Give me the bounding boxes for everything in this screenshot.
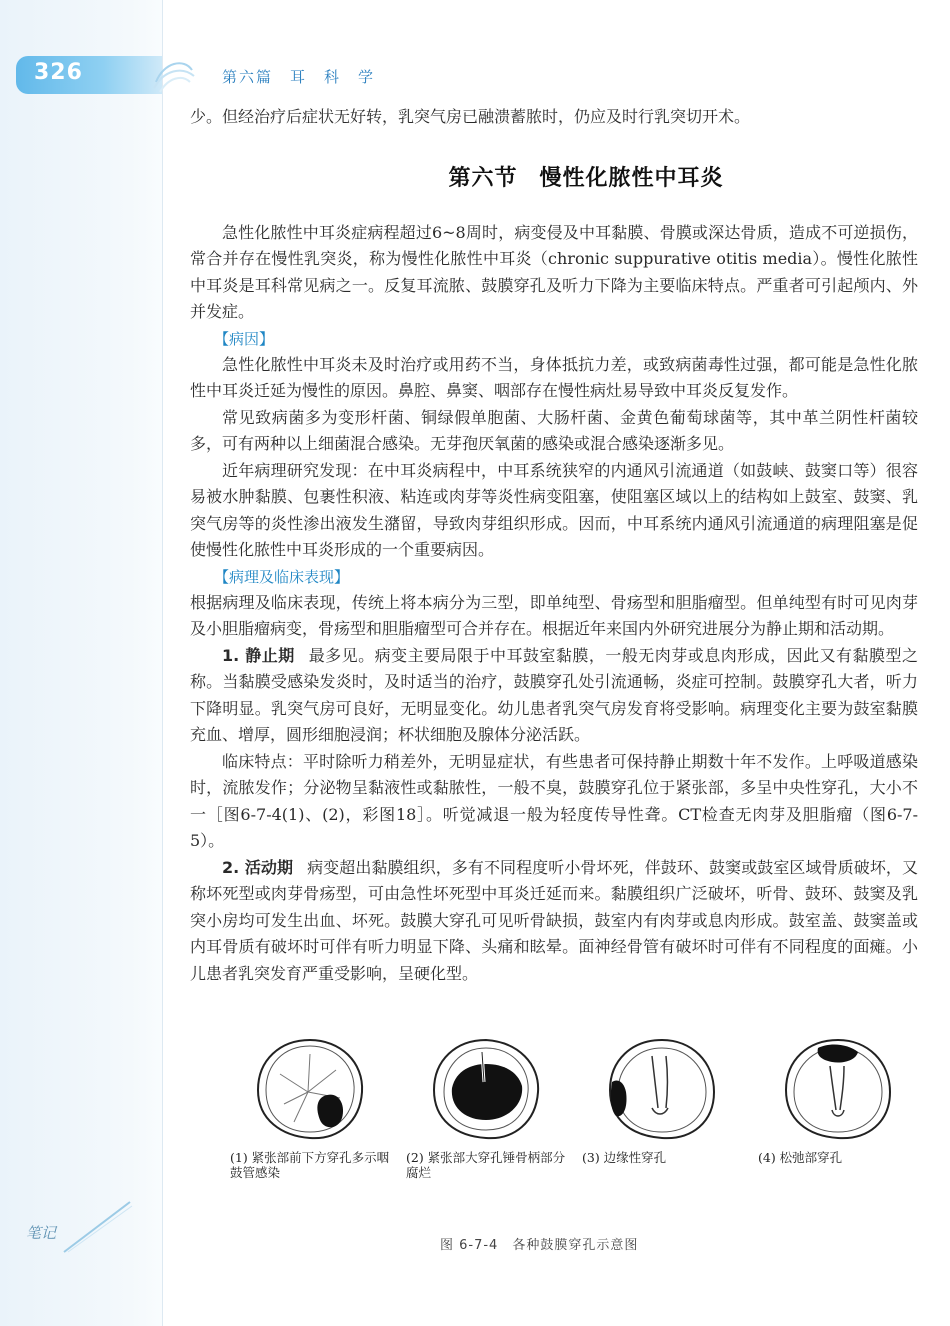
figure-label-4: (4) 松弛部穿孔 [758, 1150, 843, 1165]
eardrum-diagram-4 [778, 1034, 898, 1144]
figure-panel-1 [230, 1034, 390, 1180]
etiology-heading: 【病因】 [214, 329, 275, 348]
figure-caption: 图 6-7-4 各种鼓膜穿孔示意图 [440, 1238, 639, 1253]
eardrum-diagram-1 [250, 1034, 370, 1144]
stage1-lead: 1. 静止期 [222, 645, 295, 665]
etiology-paragraph-1: 急性化脓性中耳炎未及时治疗或用药不当，身体抵抗力差，或致病菌毒性过强，都可能是急性化脓性中耳炎迁延为慢性的原因。鼻腔、鼻窦、咽部存在慢性病灶易导致中耳炎反复发作。 [190, 354, 918, 400]
etiology-paragraph-3: 近年病理研究发现：在中耳炎病程中，中耳系统狭窄的内通风引流通道（如鼓峡、鼓窦口等）很容易被水肿黏膜、包裹性积液、粘连或肉芽等炎性病变阻塞，使阻塞区域以上的结构如上鼓室、鼓窦、乳突气房等的炎性渗出液发生潴留，导致肉芽组织形成。因而，中耳系统内通风引流通道的病理阻塞是促使慢性化脓性中耳炎形成的一个重要病因。 [190, 460, 918, 559]
main-text [190, 104, 918, 987]
swirl-ornament-icon [150, 52, 198, 96]
notes-label: 笔记 [26, 1224, 57, 1242]
stage2-paragraph [190, 855, 918, 988]
section-number: 第六节 [448, 165, 518, 191]
etiology-paragraph-2: 常见致病菌多为变形杆菌、铜绿假单胞菌、大肠杆菌、金黄色葡萄球菌等，其中革兰阴性杆菌较多，可有两种以上细菌混合感染。无芽孢厌氧菌的感染或混合感染逐渐多见。 [190, 407, 918, 453]
stage2-text: 病变超出黏膜组织，多有不同程度听小骨坏死，伴鼓环、鼓窦或鼓室区域骨质破坏，又称坏死型或肉芽骨疡型，可由急性坏死型中耳炎迁延而来。黏膜组织广泛破坏，听骨、鼓环、鼓窦及乳突小房均可发生出血、坏死。鼓膜大穿孔可见听骨缺损，鼓室内有肉芽或息肉形成。鼓室盖、鼓窦盖或内耳骨质有破坏时可伴有听力明显下降、头痛和眩晕。面神经骨管有破坏时可伴有不同程度的面瘫。小儿患者乳突发育严重受影响，呈硬化型。 [190, 857, 918, 983]
figure-label-2: (2) 紧张部大穿孔锤骨柄部分腐烂 [406, 1150, 566, 1180]
margin-band [0, 0, 163, 1326]
stage2-lead: 2. 活动期 [222, 857, 294, 877]
figure-label-3: (3) 边缘性穿孔 [582, 1150, 667, 1165]
running-head: 第六篇 耳 科 学 [222, 68, 376, 86]
figure-panel-3 [582, 1034, 742, 1165]
carryover-paragraph: 少。但经治疗后症状无好转，乳突气房已融溃蓄脓时，仍应及时行乳突切开术。 [190, 107, 751, 126]
stage1-paragraph [190, 643, 918, 749]
figure-panel-4 [758, 1034, 918, 1165]
intro-paragraph: 急性化脓性中耳炎症病程超过6~8周时，病变侵及中耳黏膜、骨膜或深达骨质，造成不可逆损伤，常合并存在慢性乳突炎，称为慢性化脓性中耳炎（chronic suppurative otitis media）。慢性化脓性中耳炎是耳科常见病之一。反复耳流脓、鼓膜穿孔及听力下降为主要临床特点。严重者可引起颅内、外并发症。 [190, 222, 918, 321]
figure-label-1: (1) 紧张部前下方穿孔多示咽鼓管感染 [230, 1150, 390, 1180]
pen-icon [60, 1196, 140, 1256]
stage1-clinical: 临床特点：平时除听力稍差外，无明显症状，有些患者可保持静止期数十年不发作。上呼吸道感染时，流脓发作；分泌物呈黏液性或黏脓性，一般不臭，鼓膜穿孔位于紧张部，多呈中央性穿孔，大小不一［图6-7-4(1)、(2)，彩图18］。听觉减退一般为轻度传导性聋。CT检查无肉芽及胆脂瘤（图6-7-5）。 [190, 751, 918, 850]
page-number: 326 [34, 60, 83, 85]
eardrum-diagram-3 [602, 1034, 722, 1144]
eardrum-diagram-2 [426, 1034, 546, 1144]
stage1-text: 最多见。病变主要局限于中耳鼓室黏膜，一般无肉芽或息肉形成，因此又有黏膜型之称。当黏膜受感染发炎时，及时适当的治疗，鼓膜穿孔处引流通畅，炎症可控制。鼓膜穿孔大者，听力下降明显。乳突气房可良好，无明显变化。幼儿患者乳突气房发育将受影响。病理变化主要为鼓室黏膜充血、增厚，圆形细胞浸润；杯状细胞及腺体分泌活跃。 [190, 645, 918, 744]
pathology-intro: 根据病理及临床表现，传统上将本病分为三型，即单纯型、骨疡型和胆脂瘤型。但单纯型有时可见肉芽及小胆脂瘤病变，骨疡型和胆脂瘤型可合并存在。根据近年来国内外研究进展分为静止期和活动期。 [190, 592, 918, 638]
figure-row [230, 1034, 890, 1234]
section-title-text: 慢性化脓性中耳炎 [539, 165, 724, 191]
pathology-heading: 【病理及临床表现】 [214, 567, 350, 586]
section-title [254, 161, 918, 192]
figure-panel-2 [406, 1034, 566, 1180]
